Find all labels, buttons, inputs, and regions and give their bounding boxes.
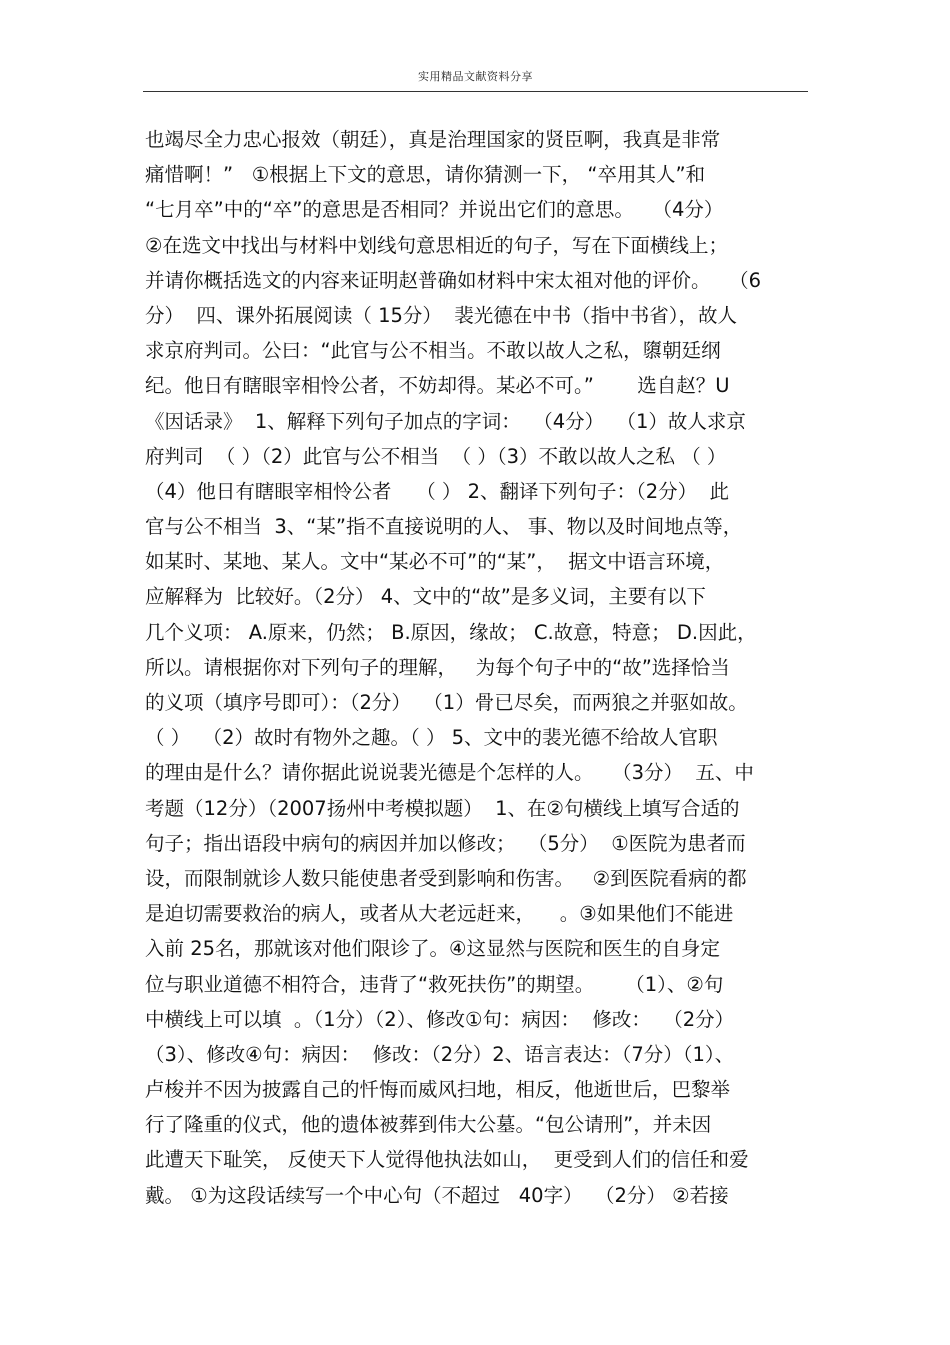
text-line: “七月卒”中的“卒”的意思是否相同？并说出它们的意思。 （4分） <box>145 198 724 222</box>
text-line: 位与职业道德不相符合，违背了“救死扶伤”的期望。 （1）、②句 <box>145 972 724 996</box>
text-line: 设，而限制就诊人数只能使患者受到影响和伤害。 ②到医院看病的都 <box>145 866 747 890</box>
text-line: （4）他日有瞎眼宰相怜公者 （ ） 2、翻译下列句子：（2分） 此 <box>145 479 730 503</box>
text-line: 府判司 （ ）（2）此官与公不相当 （ ）（3）不敢以故人之私 （ ） <box>145 444 727 468</box>
text-line: 入前 25名，那就该对他们限诊了。④这显然与医院和医生的自身定 <box>145 937 720 961</box>
text-line: 所以。请根据你对下列句子的理解， 为每个句子中的“故”选择恰当 <box>145 655 730 679</box>
text-line: 是迫切需要救治的病人，或者从大老远赶来， 。③如果他们不能进 <box>145 902 734 926</box>
text-line: 应解释为 比较好。（2分） 4、文中的“故”是多义词，主要有以下 <box>145 585 706 609</box>
text-line: 此遭天下耻笑， 反使天下人觉得他执法如山， 更受到人们的信任和爱 <box>145 1148 749 1172</box>
text-line: 的理由是什么？请你据此说说裴光德是个怎样的人。 （3分） 五、中 <box>145 761 754 785</box>
text-line: 也竭尽全力忠心报效（朝廷），真是治理国家的贤臣啊，我真是非常 <box>145 128 721 151</box>
text-line: 《因话录》 1、解释下列句子加点的字词： （4分） （1）故人求京 <box>145 409 746 433</box>
text-line: 痛惜啊！” ①根据上下文的意思，请你猜测一下， “卒用其人”和 <box>145 163 706 187</box>
text-line: 并请你概括选文的内容来证明赵普确如材料中宋太祖对他的评价。 （6 <box>145 268 762 292</box>
text-line: 纪。他日有瞎眼宰相怜公者，不妨却得。某必不可。” 选自赵？U <box>145 374 730 398</box>
text-line: （3）、修改④句：病因： 修改：（2分）2、语言表达：（7分）（1）、 <box>145 1042 735 1066</box>
text-line: 如某时、某地、某人。文中“某必不可”的“某”， 据文中语言环境， <box>145 550 725 574</box>
text-line: （ ） （2）故时有物外之趣。（ ） 5、文中的裴光德不给故人官职 <box>145 726 718 750</box>
text-line: 卢梭并不因为披露自己的忏悔而威风扫地，相反，他逝世后，巴黎举 <box>145 1078 731 1102</box>
text-line: 分） 四、课外拓展阅读（ 15分） 裴光德在中书（指中书省），故人 <box>145 303 738 327</box>
text-line: 几个义项： A.原来，仍然； B.原因，缘故； C.故意，特意； D.因此， <box>145 620 757 644</box>
text-line: 的义项（填序号即可）：（2分） （1）骨已尽矣，而两狼之并驱如故。 <box>145 691 748 714</box>
text-line: 考题（12分）（2007扬州中考模拟题） 1、在②句横线上填写合适的 <box>145 796 740 820</box>
header-divider <box>143 91 808 92</box>
text-line: 中横线上可以填 。（1分）（2）、修改①句：病因： 修改： （2分） <box>145 1007 735 1031</box>
text-line: 戴。 ①为这段话续写一个中心句（不超过 40字） （2分） ②若接 <box>145 1183 729 1207</box>
text-line: 求京府判司。公曰：“此官与公不相当。不敢以故人之私，隳朝廷纲 <box>145 339 721 363</box>
document-body <box>145 122 815 1213</box>
text-line: 句子；指出语段中病句的病因并加以修改； （5分） ①医院为患者而 <box>145 831 746 855</box>
text-line: 官与公不相当 3、“某”指不直接说明的人、 事、物以及时间地点等， <box>145 515 743 539</box>
text-line: 行了隆重的仪式，他的遗体被葬到伟大公墓。“包公请刑”，并未因 <box>145 1113 712 1137</box>
text-line: ②在选文中找出与材料中划线句意思相近的句子，写在下面横线上； <box>145 233 728 257</box>
page-header-title: 实用精品文献资料分享 <box>418 70 533 83</box>
